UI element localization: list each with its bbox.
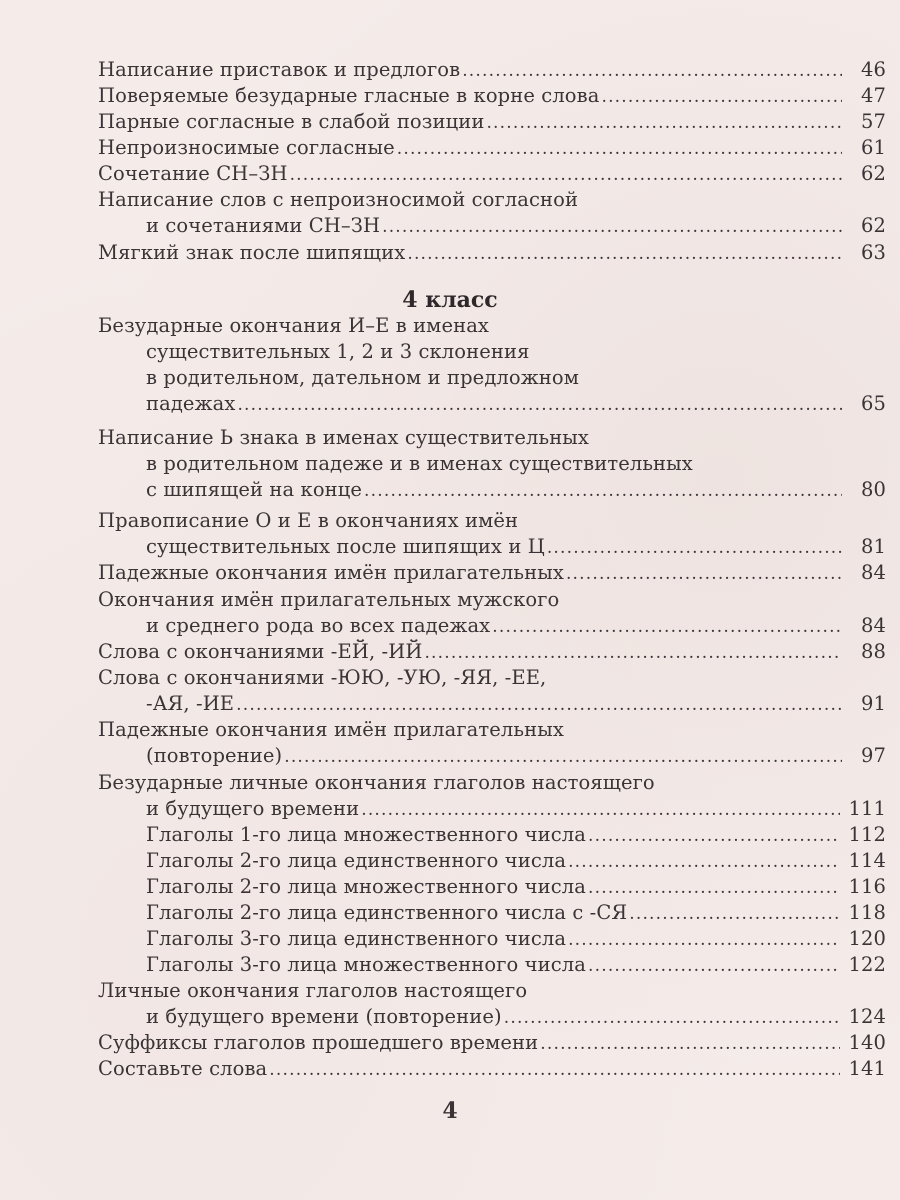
toc-page-number: 141	[848, 1057, 886, 1080]
toc-page-number: 80	[860, 478, 886, 501]
toc-entry-title: Глаголы 2-го лица единственного числа	[146, 849, 567, 872]
toc-entry	[146, 1004, 886, 1030]
toc-entry-line	[98, 717, 886, 743]
toc-page-number: 118	[848, 901, 886, 924]
toc-page-number: 57	[860, 110, 886, 133]
dot-leader	[364, 478, 842, 504]
dot-leader	[290, 162, 842, 188]
toc-subentry	[146, 848, 886, 874]
toc-page-number: 140	[848, 1031, 886, 1054]
toc-entry-line	[98, 587, 886, 613]
toc-page-number: 122	[848, 953, 886, 976]
toc-subentry	[146, 952, 886, 978]
dot-leader	[284, 744, 842, 770]
toc-subentry	[146, 926, 886, 952]
dot-leader	[424, 640, 842, 666]
toc-page-number: 84	[860, 614, 886, 637]
toc-entry-line	[98, 770, 886, 796]
toc-entry-title-continued: и среднего рода во всех падежах	[146, 614, 491, 637]
toc-entry-title-continued: падежах	[146, 392, 236, 415]
toc-entry-title-continued: (повторение)	[146, 744, 283, 767]
dot-leader	[492, 614, 842, 640]
toc-entry-title: Составьте слова	[98, 1057, 268, 1080]
dot-leader	[601, 84, 842, 110]
toc-page-number: 84	[860, 561, 886, 584]
dot-leader	[566, 561, 842, 587]
dot-leader	[486, 110, 842, 136]
toc-page-number: 124	[848, 1005, 886, 1028]
toc-entry-title: Слова с окончаниями -ЮЮ, -УЮ, -ЯЯ, -ЕЕ,	[98, 666, 547, 689]
toc-entry	[146, 213, 886, 239]
toc-page-number: 65	[860, 392, 886, 415]
toc-subentry	[146, 822, 886, 848]
toc-entry	[146, 534, 886, 560]
toc-page-number: 120	[848, 927, 886, 950]
toc-entry-title: Написание слов с непроизносимой согласной	[98, 188, 579, 211]
toc-subentry	[146, 874, 886, 900]
toc-entry-title-continued: существительных 1, 2 и 3 склонения	[146, 340, 530, 363]
toc-entry-title: Сочетание СН–ЗН	[98, 162, 288, 185]
dot-leader	[588, 953, 840, 979]
toc-entry-title: Падежные окончания имён прилагательных	[98, 561, 564, 584]
toc-entry-title: Парные согласные в слабой позиции	[98, 110, 485, 133]
toc-entry	[98, 109, 886, 135]
toc-entry-title-continued: с шипящей на конце	[146, 478, 363, 501]
toc-page-number: 63	[860, 241, 886, 264]
toc-entry-title-continued: -АЯ, -ИЕ	[146, 692, 235, 715]
toc-entry-line	[98, 313, 886, 339]
toc-entry	[146, 391, 886, 417]
dot-leader	[588, 823, 840, 849]
toc-entry-title: Поверяемые безударные гласные в корне слова	[98, 84, 600, 107]
toc-entry-title: Глаголы 3-го лица единственного числа	[146, 927, 567, 950]
toc-entry-title: Падежные окончания имён прилагательных	[98, 718, 564, 741]
dot-leader	[462, 58, 842, 84]
toc-page-number: 62	[860, 214, 886, 237]
toc-entry-line	[98, 978, 886, 1004]
toc-page-number: 111	[848, 797, 886, 820]
section-heading: 4 класс	[402, 287, 498, 313]
toc-entry	[146, 613, 886, 639]
toc-entry	[98, 57, 886, 83]
toc-entry-title-continued: и будущего времени (повторение)	[146, 1005, 502, 1028]
toc-entry-title-continued: и сочетаниями СН–ЗН	[146, 214, 381, 237]
dot-leader	[397, 136, 842, 162]
toc-entry-line	[98, 508, 886, 534]
toc-entry	[98, 83, 886, 109]
toc-entry	[98, 560, 886, 586]
dot-leader	[568, 849, 840, 875]
dot-leader	[382, 214, 842, 240]
dot-leader	[540, 1031, 840, 1057]
toc-entry-line	[146, 451, 886, 477]
toc-page-number: 97	[860, 744, 886, 767]
dot-leader	[236, 692, 842, 718]
toc-page-number: 46	[860, 58, 886, 81]
toc-entry	[98, 240, 886, 266]
toc-entry-title: Слова с окончаниями -ЕЙ, -ИЙ	[98, 640, 423, 663]
toc-entry-title: Окончания имён прилагательных мужского	[98, 588, 560, 611]
toc-page-number: 62	[860, 162, 886, 185]
toc-page-number: 88	[860, 640, 886, 663]
toc-page-number: 47	[860, 84, 886, 107]
toc-page-number: 114	[848, 849, 886, 872]
toc-page-number: 91	[860, 692, 886, 715]
toc-entry	[146, 477, 886, 503]
dot-leader	[588, 875, 840, 901]
toc-entry-title: Суффиксы глаголов прошедшего времени	[98, 1031, 539, 1054]
toc-entry-title: Написание Ь знака в именах существительных	[98, 426, 590, 449]
toc-entry-title: Написание приставок и предлогов	[98, 58, 461, 81]
toc-entry-line	[98, 187, 886, 213]
toc-entry-title: Глаголы 1-го лица множественного числа	[146, 823, 587, 846]
toc-entry-title: Глаголы 2-го лица множественного числа	[146, 875, 587, 898]
toc-entry	[98, 135, 886, 161]
toc-entry-title-continued: существительных после шипящих и Ц	[146, 535, 545, 558]
toc-entry-line	[98, 665, 886, 691]
dot-leader	[269, 1057, 840, 1083]
toc-entry-title-continued: в родительном, дательном и предложном	[146, 366, 579, 389]
toc-entry	[98, 639, 886, 665]
toc-page-number: 81	[860, 535, 886, 558]
toc-entry-line	[146, 365, 886, 391]
dot-leader	[237, 392, 842, 418]
toc-entry-title: Глаголы 2-го лица единственного числа с -СЯ	[146, 901, 628, 924]
toc-entry-title: Безударные личные окончания глаголов настоящего	[98, 771, 655, 794]
dot-leader	[407, 241, 842, 267]
toc-entry-title: Личные окончания глаголов настоящего	[98, 979, 528, 1002]
toc-entry	[98, 161, 886, 187]
toc-entry-title: Мягкий знак после шипящих	[98, 241, 406, 264]
toc-entry	[146, 691, 886, 717]
toc-entry-title: Правописание О и Е в окончаниях имён	[98, 509, 519, 532]
toc-entry	[98, 1056, 886, 1082]
toc-entry-title: Непроизносимые согласные	[98, 136, 395, 159]
page-number: 4	[442, 1098, 458, 1124]
toc-entry	[146, 796, 886, 822]
toc-page-number: 112	[848, 823, 886, 846]
toc-entry-line	[146, 339, 886, 365]
dot-leader	[504, 1005, 841, 1031]
toc-entry	[146, 743, 886, 769]
dot-leader	[629, 901, 840, 927]
toc-page-number: 116	[848, 875, 886, 898]
dot-leader	[547, 535, 842, 561]
toc-entry-title-continued: и будущего времени	[146, 797, 360, 820]
dot-leader	[361, 797, 840, 823]
toc-entry-title: Глаголы 3-го лица множественного числа	[146, 953, 587, 976]
toc-entry-title: Безударные окончания И–Е в именах	[98, 314, 490, 337]
toc-page-number: 61	[860, 136, 886, 159]
toc-entry-title-continued: в родительном падеже и в именах существительных	[146, 452, 693, 475]
dot-leader	[568, 927, 840, 953]
toc-entry-line	[98, 425, 886, 451]
toc-entry	[98, 1030, 886, 1056]
toc-subentry	[146, 900, 886, 926]
